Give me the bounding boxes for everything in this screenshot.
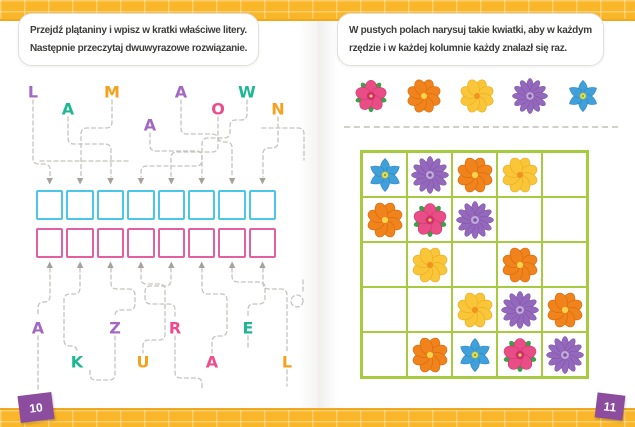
yellow-flower-icon [458,77,496,115]
orange-flower-icon [365,200,405,240]
answer-top-box-5[interactable] [158,190,185,220]
grid-cell-r1c3 [452,152,497,197]
tangle-letter-n: N [271,99,285,119]
orange-flower-icon [500,245,540,285]
grid-cell-r4c3 [452,287,497,332]
tangle-letter-l: L [281,352,293,372]
arrow-up-icon [107,262,113,269]
blue-flower-icon [455,335,495,375]
answer-top-box-8[interactable] [249,190,276,220]
grid-cell-r3c2 [407,242,452,287]
purple-flower-icon [545,335,585,375]
answer-boxes-bottom-row [36,228,276,258]
arrow-up-icon [229,262,235,269]
purple-flower-icon [410,155,450,195]
grid-cell-r3c4 [497,242,542,287]
answer-top-box-3[interactable] [97,190,124,220]
yellow-flower-icon [500,155,540,195]
answer-top-box-6[interactable] [188,190,215,220]
tangle-letter-a: A [143,115,157,135]
arrow-up-icon [77,262,83,269]
arrow-up-icon [138,262,144,269]
tangle-letter-a: A [61,99,75,119]
tangle-letter-z: Z [109,318,121,338]
legend-flower-yellow [458,77,496,115]
answer-top-box-1[interactable] [36,190,63,220]
arrow-down-icon [168,178,174,185]
arrow-up-icon [259,262,265,269]
grid-cell-r3c3[interactable] [452,242,497,287]
grid-cell-r4c4 [497,287,542,332]
arrow-down-icon [47,178,53,185]
legend-flower-pink [352,77,390,115]
answer-bottom-box-5[interactable] [158,228,185,258]
left-instruction-line1: Przejdź plątaniny i wpisz w kratki właściwe litery. [30,25,247,36]
dashed-separator [344,126,618,128]
answer-top-box-4[interactable] [127,190,154,220]
tangle-letter-a: A [31,318,45,338]
tangle-letter-a: A [205,352,219,372]
arrow-down-icon [77,178,83,185]
arrow-up-icon [47,262,53,269]
grid-cell-r5c4 [497,332,542,377]
pink-flower-icon [500,335,540,375]
arrow-down-icon [138,178,144,185]
tangle-letter-m: M [104,82,120,102]
answer-bottom-box-6[interactable] [188,228,215,258]
arrow-up-icon [168,262,174,269]
yellow-flower-icon [455,290,495,330]
purple-flower-icon [511,77,549,115]
orange-flower-icon [455,155,495,195]
tangle-letter-e: E [242,318,254,338]
tangle-letter-u: U [136,352,150,372]
arrow-up-icon [199,262,205,269]
pink-flower-icon [352,77,390,115]
page-number-left: 10 [17,392,54,423]
yellow-flower-icon [410,245,450,285]
answer-bottom-box-8[interactable] [249,228,276,258]
grid-cell-r5c5 [542,332,587,377]
tangle-letter-o: O [211,99,225,119]
grid-cell-r5c3 [452,332,497,377]
right-instruction-bubble [337,13,604,66]
answer-bottom-box-3[interactable] [97,228,124,258]
orange-flower-icon [545,290,585,330]
tangle-letter-r: R [168,318,182,338]
grid-cell-r3c1[interactable] [362,242,407,287]
orange-flower-icon [410,335,450,375]
grid-cell-r2c3 [452,197,497,242]
answer-boxes-top-row [36,190,276,220]
orange-flower-icon [405,77,443,115]
answer-bottom-box-7[interactable] [218,228,245,258]
arrow-down-icon [259,178,265,185]
grid-cell-r4c5 [542,287,587,332]
grid-cell-r5c2 [407,332,452,377]
grid-cell-r1c2 [407,152,452,197]
grid-cell-r1c1 [362,152,407,197]
answer-top-box-7[interactable] [218,190,245,220]
right-instruction-line1: W pustych polach narysuj takie kwiatki, aby w każdym [349,25,592,36]
pink-flower-icon [410,200,450,240]
right-instruction-line2: rzędzie i w każdej kolumnie każdy znalazł się raz. [349,42,567,54]
answer-bottom-box-4[interactable] [127,228,154,258]
answer-top-box-2[interactable] [66,190,93,220]
grid-cell-r2c2 [407,197,452,242]
grid-cell-r4c1[interactable] [362,287,407,332]
tangle-letter-l: L [27,82,39,102]
arrow-down-icon [107,178,113,185]
answer-bottom-box-1[interactable] [36,228,63,258]
grid-cell-r2c5[interactable] [542,197,587,242]
blue-flower-icon [365,155,405,195]
grid-cell-r5c1[interactable] [362,332,407,377]
page-number-right: 11 [595,392,626,420]
blue-flower-icon [564,77,602,115]
grid-cell-r2c1 [362,197,407,242]
flower-sudoku-grid [360,150,589,379]
grid-cell-r1c4 [497,152,542,197]
purple-flower-icon [455,200,495,240]
purple-flower-icon [500,290,540,330]
grid-cell-r4c2[interactable] [407,287,452,332]
answer-bottom-box-2[interactable] [66,228,93,258]
grid-cell-r3c5[interactable] [542,242,587,287]
tangle-letter-w: W [238,82,256,102]
tangle-letter-a: A [174,82,188,102]
arrow-down-icon [229,178,235,185]
legend-flower-blue [564,77,602,115]
flower-legend [352,77,602,115]
legend-flower-orange [405,77,443,115]
arrow-down-icon [199,178,205,185]
grid-cell-r1c5[interactable] [542,152,587,197]
legend-flower-purple [511,77,549,115]
grid-cell-r2c4[interactable] [497,197,542,242]
left-instruction-bubble [18,13,259,66]
left-instruction-line2: Następnie przeczytaj dwuwyrazowe rozwiązanie. [30,42,248,54]
tangle-letter-k: K [70,352,84,372]
